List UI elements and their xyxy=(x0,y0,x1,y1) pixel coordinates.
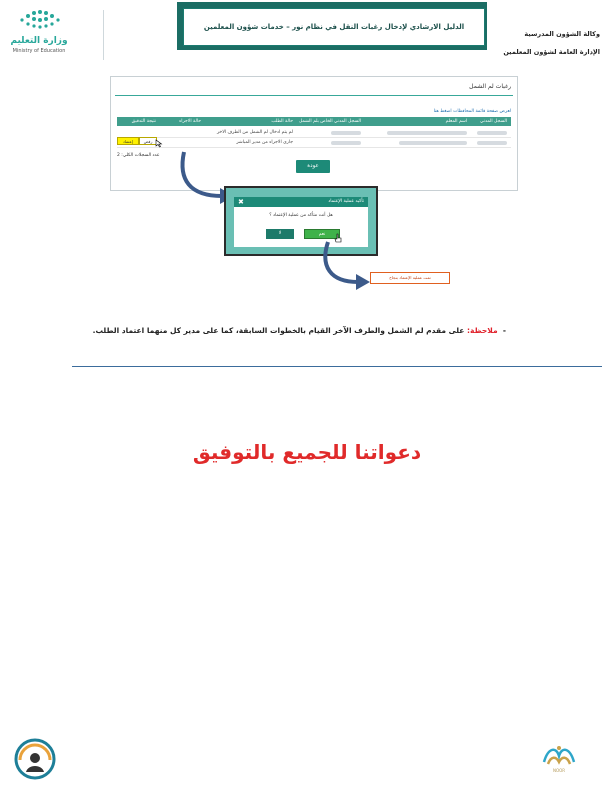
reject-button[interactable]: رفض xyxy=(139,137,157,145)
column-header: نتيجة التدقيق xyxy=(131,119,156,124)
table-header xyxy=(117,117,511,126)
noor-label: NOOR xyxy=(552,768,566,773)
governorates-link[interactable]: لعرض صفحة قائمة المحافظات اضغط هنا xyxy=(433,109,511,114)
column-header: حالة الاجراء xyxy=(179,119,201,124)
ministry-logo-icon xyxy=(6,8,76,38)
agency-label: وكالة الشؤون المدرسية xyxy=(524,30,600,38)
column-header: اسم المعلم xyxy=(445,119,467,124)
ministry-name-ar: وزارة التعليم xyxy=(10,36,68,46)
redacted-id xyxy=(477,131,507,135)
dialog-title: تأكيد عملية الإعتماد xyxy=(328,199,364,204)
redacted-name xyxy=(399,141,467,145)
banner-title: الدليل الارشادي لإدخال رغبات النقل في نظام نور – خدمات شؤون المعلمين xyxy=(203,23,465,31)
back-button[interactable]: عودة xyxy=(296,160,330,173)
dialog-titlebar xyxy=(234,197,368,207)
department-label: الإدارة العامة لشؤون المعلمين xyxy=(503,48,600,56)
redacted-id xyxy=(331,141,361,145)
department-header xyxy=(500,30,600,66)
dialog-question: هل أنت متأكد من عملية الإعتماد ؟ xyxy=(269,213,333,218)
title-underline xyxy=(115,95,513,96)
note-bullet: - xyxy=(502,326,506,335)
confirm-no-button[interactable]: لا xyxy=(266,229,294,239)
table-row xyxy=(117,138,511,148)
close-icon[interactable]: ✖ xyxy=(238,198,244,206)
table-row xyxy=(117,128,511,138)
redacted-name xyxy=(387,131,467,135)
records-count: عدد السجلات الكلي: 2 xyxy=(117,153,160,158)
header-divider xyxy=(103,10,104,60)
request-status: جاري الاجراء من مدير المباشر xyxy=(236,140,293,145)
request-status: لم يتم ادخال لم الشمل من الطرف الاخر xyxy=(216,130,293,135)
column-header: السجل المدني xyxy=(480,119,507,124)
success-toast: تمت عملية الإعتماد بنجاح xyxy=(370,272,450,284)
section-divider xyxy=(72,366,602,367)
page-title: رغبات لم الشمل xyxy=(469,83,511,90)
note-paragraph xyxy=(93,326,506,335)
note-text: على مقدم لم الشمل والطرف الآخر القيام بالخطوات السابقة، كما على مدير كل منهما اعتماد الطلب. xyxy=(92,326,468,335)
cursor-icon xyxy=(155,139,163,148)
column-header: السجل المدني الخاص بلم الشمل xyxy=(299,119,361,124)
redacted-id xyxy=(331,131,361,135)
noor-logo-icon xyxy=(536,736,582,780)
ministry-name-en: Ministry of Education xyxy=(12,48,66,54)
document-banner xyxy=(183,8,485,46)
arrow-icon xyxy=(318,240,378,296)
redacted-id xyxy=(477,141,507,145)
teacher-logo-icon xyxy=(14,738,56,780)
closing-blessing: دعواتنا للجميع بالتوفيق xyxy=(192,440,422,464)
confirm-yes-button[interactable]: نعم xyxy=(304,229,340,239)
note-label: ملاحظة: xyxy=(467,326,498,335)
approve-button[interactable]: إعتماد xyxy=(117,137,139,145)
column-header: حالة الطلب xyxy=(271,119,293,124)
